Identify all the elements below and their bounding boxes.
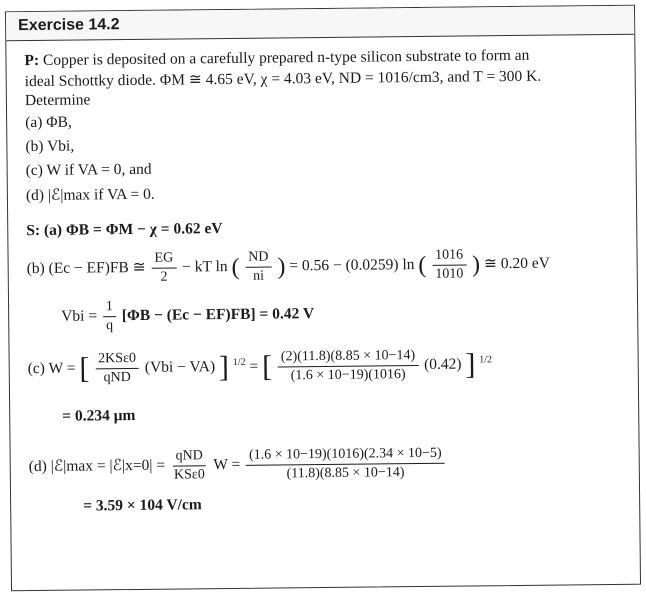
solution-d	[29, 446, 447, 485]
solution-d-result: = 3.59 × 104 V/cm	[83, 496, 202, 515]
problem-item-c: (c) W if VA = 0, and	[25, 160, 152, 180]
eg-numerator: EG	[151, 251, 176, 269]
ni-denominator: ni	[253, 268, 265, 284]
one-numerator: 1	[103, 299, 116, 317]
solution-b-eq: = 0.56 − (0.0259) ln	[289, 256, 415, 275]
vbi-rhs: [ΦB − (Ec − EF)FB] = 0.42 V	[121, 305, 315, 325]
d-w: W =	[213, 455, 241, 474]
c-power-1: 1/2	[232, 356, 246, 369]
ratio-numerator: 1016	[432, 247, 466, 265]
c-numerator-1: 2KSε0	[95, 351, 139, 369]
vbi-lhs: Vbi =	[61, 307, 98, 325]
right-paren-2: )	[471, 251, 481, 278]
c-tail: (0.42)	[424, 355, 462, 374]
right-paren: )	[277, 253, 286, 280]
nd-numerator: ND	[245, 250, 271, 268]
solution-c-result: = 0.234 μm	[62, 406, 136, 425]
solution-b-mid: − kT ln	[182, 258, 228, 276]
right-bracket: ]	[218, 350, 230, 384]
d-numerator-1: qND	[172, 448, 205, 466]
problem-item-b: (b) Vbi,	[25, 137, 75, 156]
left-bracket: [	[79, 351, 90, 386]
exercise-body	[18, 40, 628, 582]
problem-text-1: Copper is deposited on a carefully prepared n-type silicon substrate to form an	[42, 46, 530, 69]
right-bracket-2: ]	[465, 347, 476, 382]
c-denominator-1: qND	[103, 370, 131, 386]
c-lhs: (c) W =	[27, 359, 76, 378]
solution-c	[28, 347, 493, 387]
d-lhs: (d) |ℰ|max = |ℰ|x=0| =	[28, 456, 166, 476]
equals-sign: =	[249, 357, 259, 375]
problem-line-3: Determine	[24, 91, 91, 110]
solution-b-lhs: (b) (Ec − EF)FB ≅	[26, 258, 146, 278]
left-paren-2: (	[418, 252, 427, 279]
problem-label: P:	[24, 51, 40, 70]
problem-line-2: ideal Schottky diode. ΦM ≅ 4.65 eV, χ = 4.03 eV, ND = 1016/cm3, and T = 300 K.	[24, 67, 542, 91]
c-fraction-2	[278, 348, 419, 384]
nd-ni-fraction	[245, 250, 272, 285]
solution-b-result: ≅ 0.20 eV	[483, 254, 550, 273]
problem-item-d: (d) |ℰ|max if VA = 0.	[25, 185, 155, 205]
one-over-q-fraction	[103, 299, 116, 334]
problem-item-a: (a) ΦB,	[25, 113, 72, 132]
d-numerator-2: (1.6 × 10−19)(1016)(2.34 × 10−5)	[246, 446, 445, 466]
d-fraction-1	[171, 448, 208, 483]
eg-denominator: 2	[160, 269, 168, 285]
solution-a	[26, 220, 222, 240]
left-paren: (	[231, 254, 240, 281]
d-fraction-2	[246, 446, 445, 483]
d-denominator-2: (11.8)(8.85 × 10−14)	[286, 465, 405, 482]
exercise-card	[5, 5, 641, 592]
solution-label: S:	[26, 221, 41, 240]
solution-b	[27, 247, 551, 287]
q-denominator: q	[105, 318, 114, 334]
left-bracket-2: [	[261, 350, 273, 384]
c-fraction-1	[95, 351, 139, 386]
c-denominator-2: (1.6 × 10−19)(1016)	[290, 367, 406, 384]
d-denominator-1: KSε0	[173, 467, 205, 483]
solution-a-text: (a) ΦB = ΦM − χ = 0.62 eV	[43, 220, 223, 239]
c-mid: (Vbi − VA)	[144, 358, 216, 376]
c-numerator-2: (2)(11.8)(8.85 × 10−14)	[278, 348, 418, 367]
solution-vbi	[61, 297, 314, 335]
eg-fraction	[151, 251, 176, 286]
ratio-fraction	[432, 247, 466, 282]
exercise-title: Exercise 14.2	[6, 6, 634, 42]
c-power-2: 1/2	[479, 354, 493, 366]
ratio-denominator: 1010	[435, 266, 464, 282]
